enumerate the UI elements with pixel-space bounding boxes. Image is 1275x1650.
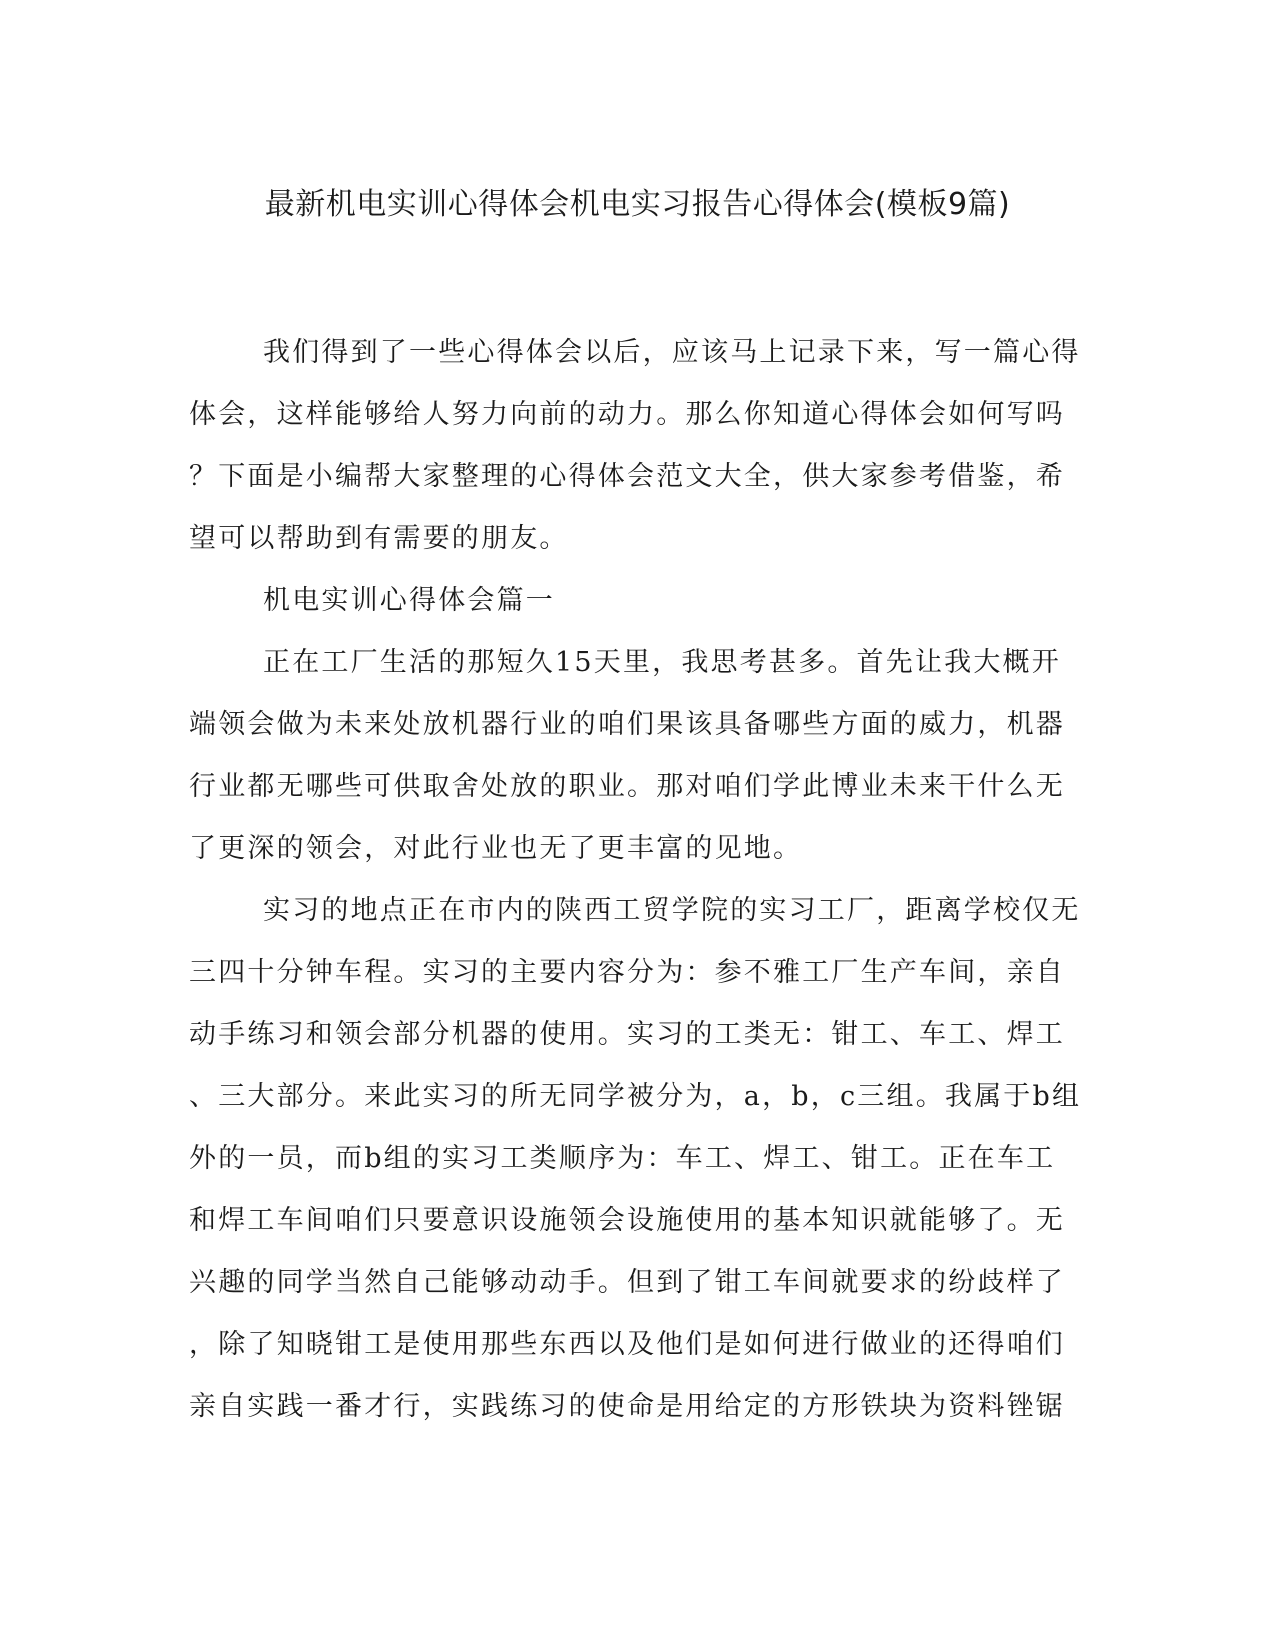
text-line: 行业都无哪些可供取舍处放的职业。那对咱们学此博业未来干什么无 (189, 771, 1065, 802)
paragraph (189, 632, 1075, 880)
text-line: 望可以帮助到有需要的朋友。 (189, 523, 569, 554)
section-heading (189, 570, 1075, 632)
text-line: 了更深的领会，对此行业也无了更丰富的见地。 (189, 833, 803, 864)
document-body (189, 322, 1082, 1438)
text-line: 我们得到了一些心得体会以后，应该马上记录下来，写一篇心得 (263, 337, 1081, 368)
text-line: 机电实训心得体会篇一 (263, 585, 555, 616)
text-line: 和焊工车间咱们只要意识设施领会设施使用的基本知识就能够了。无 (189, 1205, 1065, 1236)
paragraph-intro (189, 322, 1081, 570)
text-line: 实习的地点正在市内的陕西工贸学院的实习工厂，距离学校仅无 (263, 895, 1081, 926)
text-line: 动手练习和领会部分机器的使用。实习的工类无：钳工、车工、焊工 (189, 1019, 1065, 1050)
text-line: ，除了知晓钳工是使用那些东西以及他们是如何进行做业的还得咱们 (189, 1329, 1065, 1360)
text-line: 正在工厂生活的那短久15天里，我思考甚多。首先让我大概开 (263, 647, 1061, 678)
paragraph (189, 880, 1082, 1438)
text-line: 三四十分钟车程。实习的主要内容分为：参不雅工厂生产车间，亲自 (189, 957, 1065, 988)
text-line: 兴趣的同学当然自己能够动动手。但到了钳工车间就要求的纷歧样了 (189, 1267, 1065, 1298)
text-line: 端领会做为未来处放机器行业的咱们果该具备哪些方面的威力，机器 (189, 709, 1065, 740)
text-line: 、三大部分。来此实习的所无同学被分为，a，b，c三组。我属于b组 (189, 1081, 1082, 1112)
document-title: 最新机电实训心得体会机电实习报告心得体会(模板9篇) (264, 187, 1011, 222)
text-line: 体会，这样能够给人努力向前的动力。那么你知道心得体会如何写吗 (189, 399, 1065, 430)
text-line: 外的一员，而b组的实习工类顺序为：车工、焊工、钳工。正在车工 (189, 1143, 1056, 1174)
text-line: ？下面是小编帮大家整理的心得体会范文大全，供大家参考借鉴，希 (189, 461, 1065, 492)
text-line: 亲自实践一番才行，实践练习的使命是用给定的方形铁块为资料锉锯 (189, 1391, 1065, 1422)
